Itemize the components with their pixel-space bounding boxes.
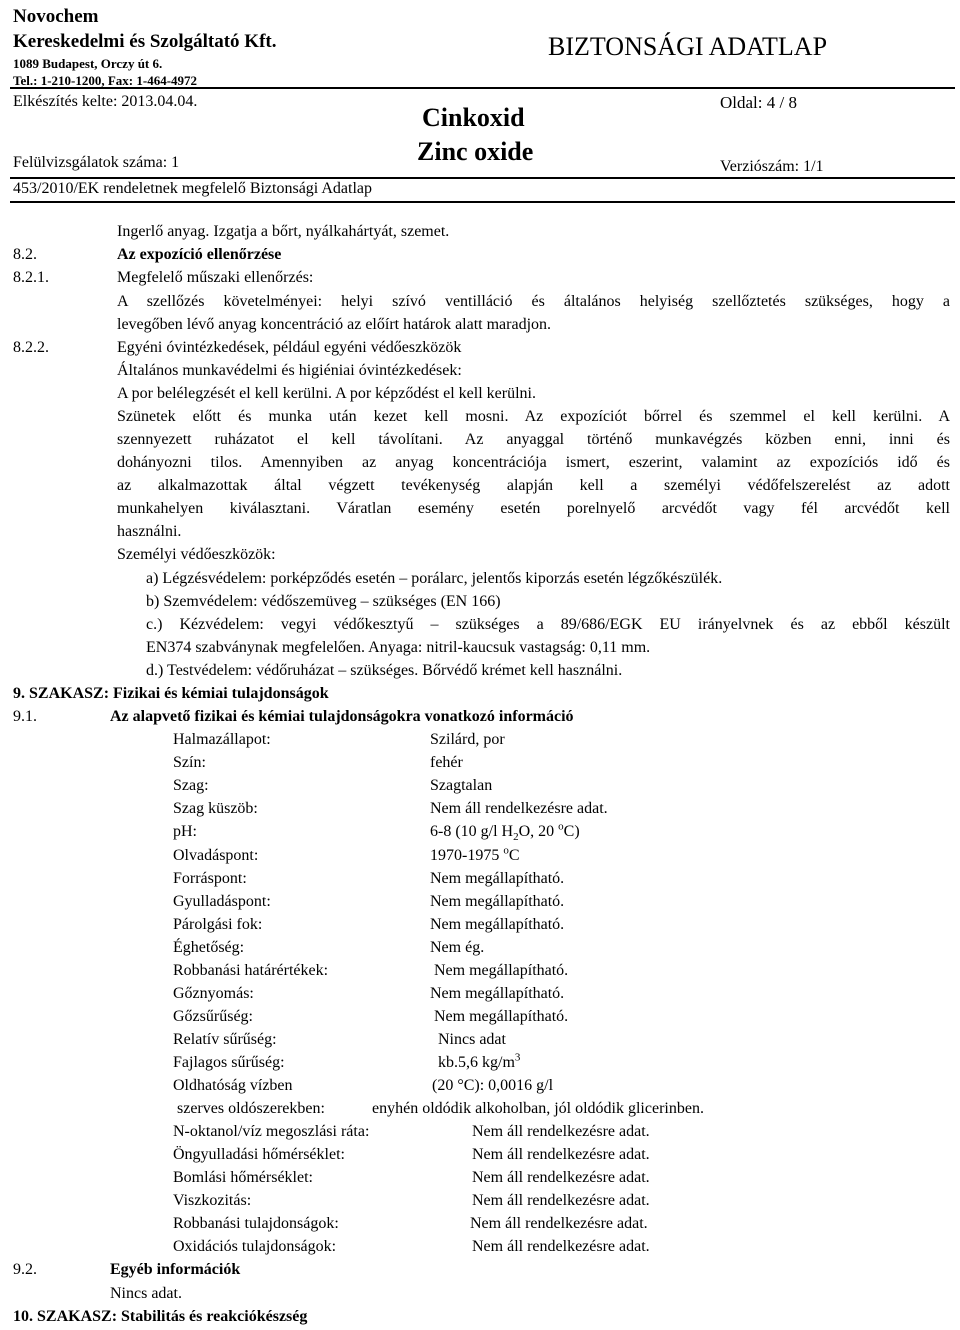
property-value: Nem megállapítható. [430,893,565,910]
property-label: Relatív sűrűség: [173,1031,277,1048]
revision-count: Felülvizsgálatok száma: 1 [13,154,180,171]
property-value: Nem megállapítható. [434,962,569,979]
property-value: enyhén oldódik alkoholban, jól oldódik glicerinben. [372,1100,704,1117]
property-label: Éghetőség: [173,939,245,956]
property-label: szerves oldószerekben: [177,1100,325,1117]
property-value-part: 2 [513,831,519,844]
property-value: Nem megállapítható. [430,985,565,1002]
property-label: Szag küszöb: [173,800,258,817]
section-9-2-title: Egyéb információk [110,1261,241,1278]
irritant-statement: Ingerlő anyag. Izgatja a bőrt, nyálkahártyát, szemet. [117,223,450,240]
property-label: Szín: [173,754,206,771]
property-label: Szag: [173,777,209,794]
section-10-title: 10. SZAKASZ: Stabilitás és reakciókészség [13,1308,308,1325]
property-value [438,1051,520,1074]
document-title: BIZTONSÁGI ADATLAP [548,32,828,61]
property-value: Nem áll rendelkezésre adat. [430,800,608,817]
ventilation-text-line-1: A szellőzés követelményei: helyi szívó ventilláció és általános helyiség szellőztetés szükséges, hogy a [117,293,950,310]
property-value: Nem áll rendelkezésre adat. [470,1215,648,1232]
property-value-part: C [508,847,520,864]
header-divider-middle [10,177,955,179]
section-8-2-number: 8.2. [13,246,37,263]
hygiene-paragraph-line-2: szennyezett ruházatot el kell távolítani. Az anyaggal történő munkavégzés közben enni, inni és [117,431,950,448]
property-value: Nem áll rendelkezésre adat. [472,1169,650,1186]
page-number: Oldal: 4 / 8 [720,93,797,112]
property-value [430,820,580,843]
section-8-2-1-title: Megfelelő műszaki ellenőrzés: [117,269,314,286]
section-8-2-title: Az expozíció ellenőrzése [117,246,282,263]
property-label: Olvadáspont: [173,847,259,864]
product-name-english: Zinc oxide [417,137,534,166]
section-9-2-number: 9.2. [13,1261,37,1278]
property-label: Gőznyomás: [173,985,254,1002]
company-phone: Tel.: 1-210-1200, Fax: 1-464-4972 [13,73,198,88]
hygiene-paragraph-line-5: munkahelyen kiválasztani. Váratlan esemény esetén porelnyelő arcvédőt vagy fél arcvédőt kell [117,500,950,517]
property-value: Nem áll rendelkezésre adat. [472,1123,650,1140]
property-label: Robbanási határértékek: [173,962,329,979]
property-value: Nem megállapítható. [434,1008,569,1025]
ppe-body: d.) Testvédelem: védőruházat – szükséges. Bőrvédő krémet kell használni. [146,662,623,679]
section-9-1-title: Az alapvető fizikai és kémiai tulajdonságokra vonatkozó információ [110,708,574,725]
property-value: Nem áll rendelkezésre adat. [472,1238,650,1255]
hygiene-paragraph-line-1: Szünetek előtt és munka után kezet kell mosni. Az expozíciót bőrrel és szemmel el kell kerülni. A [117,408,950,425]
property-value-part: kb.5,6 kg/m [438,1054,515,1071]
hygiene-paragraph-line-4: az alkalmazottak által végzett tevékenység alapján kell a személyi védőfelszerelést az adott [117,477,950,494]
property-label: Oxidációs tulajdonságok: [173,1238,337,1255]
company-full-name: Kereskedelmi és Szolgáltató Kft. [13,31,277,52]
ppe-respiratory: a) Légzésvédelem: porképződés esetén – porálarc, jelentős kiporzás esetén légzőkészülék. [146,570,723,587]
ventilation-text-line-2: levegőben lévő anyag koncentráció az előírt határok alatt maradjon. [117,316,552,333]
property-label: Bomlási hőmérséklet: [173,1169,313,1186]
property-label: Robbanási tulajdonságok: [173,1215,339,1232]
property-value-part: o [558,820,564,833]
property-label: Gőzsűrűség: [173,1008,253,1025]
ppe-heading: Személyi védőeszközök: [117,546,276,563]
property-value: Nem megállapítható. [430,870,565,887]
section-9-1-number: 9.1. [13,708,37,725]
property-value-part: o [503,844,509,857]
property-value: Nem áll rendelkezésre adat. [472,1192,650,1209]
section-8-2-2-title: Egyéni óvintézkedések, például egyéni védőeszközök [117,339,462,356]
property-value-part: 1970-1975 [430,847,504,864]
property-label: Forráspont: [173,870,247,887]
property-label: Fajlagos sűrűség: [173,1054,285,1071]
version-number: Verziószám: 1/1 [720,158,824,175]
hygiene-paragraph-line-6: használni. [117,523,182,540]
property-value-part: O, 20 [518,823,559,840]
ppe-eye: b) Szemvédelem: védőszemüveg – szükséges (EN 166) [146,593,501,610]
section-9-2-text: Nincs adat. [110,1285,182,1302]
property-label: Oldhatóság vízben [173,1077,293,1094]
hygiene-paragraph-line-3: dohányozni tilos. Amennyiben az anyag koncentrációja ismert, eszerint, valamint az expozíciós idő és [117,454,950,471]
header-divider-bottom [10,201,955,203]
property-value: Nincs adat [438,1031,506,1048]
property-value: Nem megállapítható. [430,916,565,933]
ppe-hand-line-1: c.) Kézvédelem: vegyi védőkesztyű – szükséges a 89/686/EGK EU irányelvnek és az ebből készült [146,616,950,633]
property-label: N-oktanol/víz megoszlási ráta: [173,1123,370,1140]
property-label: Öngyulladási hőmérséklet: [173,1146,345,1163]
property-value: fehér [430,754,463,771]
property-value [430,844,520,867]
created-date: Elkészítés kelte: 2013.04.04. [13,93,198,110]
property-label: Gyulladáspont: [173,893,271,910]
property-label: Párolgási fok: [173,916,263,933]
product-name: Cinkoxid [422,103,525,132]
dust-avoidance-text: A por belélegzését el kell kerülni. A por képződést el kell kerülni. [117,385,536,402]
property-value: (20 °C): 0,0016 g/l [432,1077,554,1094]
regulation-note: 453/2010/EK rendeletnek megfelelő Biztonsági Adatlap [13,180,373,197]
general-measures-heading: Általános munkavédelmi és higiéniai óvintézkedések: [117,362,462,379]
property-value-part: C) [563,823,580,840]
company-address: 1089 Budapest, Orczy út 6. [13,56,163,71]
ppe-hand-line-2: EN374 szabványnak megfelelően. Anyaga: nitril-kaucsuk vastagság: 0,11 mm. [146,639,651,656]
section-8-2-2-number: 8.2.2. [13,339,49,356]
property-value-part: 6-8 (10 g/l H [430,823,514,840]
property-value-part: 3 [514,1051,521,1064]
property-label: Viszkozitás: [173,1192,252,1209]
property-label: Halmazállapot: [173,731,271,748]
company-name: Novochem [13,6,99,27]
property-label: pH: [173,823,197,840]
section-8-2-1-number: 8.2.1. [13,269,49,286]
property-value: Szilárd, por [430,731,505,748]
property-value: Szagtalan [430,777,493,794]
property-value: Nem áll rendelkezésre adat. [472,1146,650,1163]
header-divider-top [10,87,955,89]
section-9-title: 9. SZAKASZ: Fizikai és kémiai tulajdonságok [13,685,329,702]
property-value: Nem ég. [430,939,485,956]
